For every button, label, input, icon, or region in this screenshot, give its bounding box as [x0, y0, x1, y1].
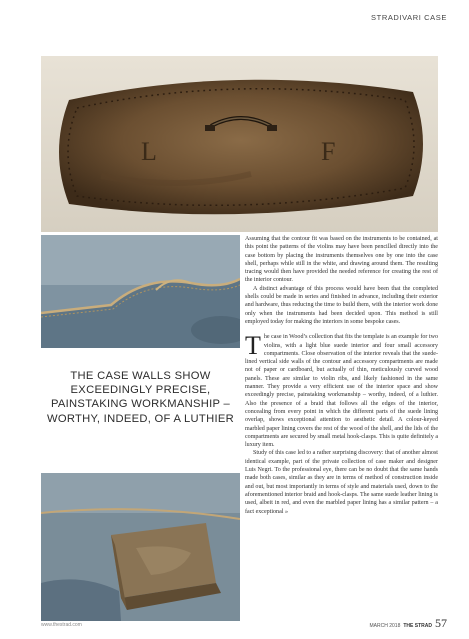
page-number: 57	[435, 616, 447, 630]
violin-case-lid-photo	[41, 56, 438, 232]
case-interior-blue-suede-photo	[41, 235, 240, 348]
lid-letter-right: F	[321, 137, 336, 166]
detail-photo-bottom	[41, 473, 240, 621]
article-body	[245, 235, 438, 516]
footer-date: MARCH 2018	[369, 623, 401, 629]
body-paragraph: Assuming that the contour fit was based on the instruments to be contained, at this point the patterns of the violins may have been pencilled directly into the case bottom by placing the instruments themselves one by one into the case shell, perhaps while still in the white, and drawing around them. The resulting tracing would then have provided the needed reference for creating the rest of the interior contour.	[245, 236, 438, 284]
footer-brand: THE STRAD	[403, 623, 432, 629]
case-compartment-lid-photo	[41, 473, 240, 621]
body-paragraph: Study of this case led to a rather surprising discovery: that of another almost identical example, part of the private collection of case maker and designer Luis Negri. To the professional eye, there can be no doubt that the same hands made both cases, similar as they are in terms of method of construction inside and out, but most importantly in terms of style and materials used, down to the aforementioned interior braid and hook-clasps. The same suede leather lining is used, albeit in red, and even the marbled paper lining has a similar pattern – a fact exceptional »	[245, 450, 438, 515]
body-paragraph-dropcap: The case in Wood’s collection that fits the template is an example for two violins, with a light blue suede interior and four small accessory compartments. Close observation of the interior reveals that the suede-lined vertical side walls of the contour and accessory compartments are made not of paper or cardboard, but actually of thin, meticulously curved wood panels. These are similar to violin ribs, and likely fashioned in the same manner. They provide a very efficient use of the interior space and show exceedingly precise, painstaking workmanship – worthy, indeed, of a luthier. Also the presence of a braid that follows all the edges of the interior, concealing from every point in which the different parts of the suede lining overlap, shows exceptional attention to aesthetic detail. A colour-keyed marbled paper lining covers the rest of the wood of the shell, and the lids of the compartments are secured by small metal hook-clasps. This is quite definitely a luxury item.	[245, 331, 438, 449]
footer-folio	[370, 616, 447, 631]
detail-photo-top	[41, 235, 240, 348]
lid-letter-left: L	[141, 137, 157, 166]
section-label: STRADIVARI CASE	[371, 13, 447, 22]
pullquote: THE CASE WALLS SHOW EXCEEDINGLY PRECISE, PAINSTAKING WORKMANSHIP – WORTHY, INDEED, OF A LUTHIER	[46, 370, 234, 425]
body-paragraph: A distinct advantage of this process would have been that the completed shells could be made in series and finished in advance, including their exterior and hardware, thus reducing the time to build them, with the interior work done only when the instruments had been decided upon. This method is still employed today for making the interiors in some bespoke cases.	[245, 285, 438, 325]
footer-url: www.thestrad.com	[41, 622, 82, 628]
main-photo	[41, 56, 438, 232]
